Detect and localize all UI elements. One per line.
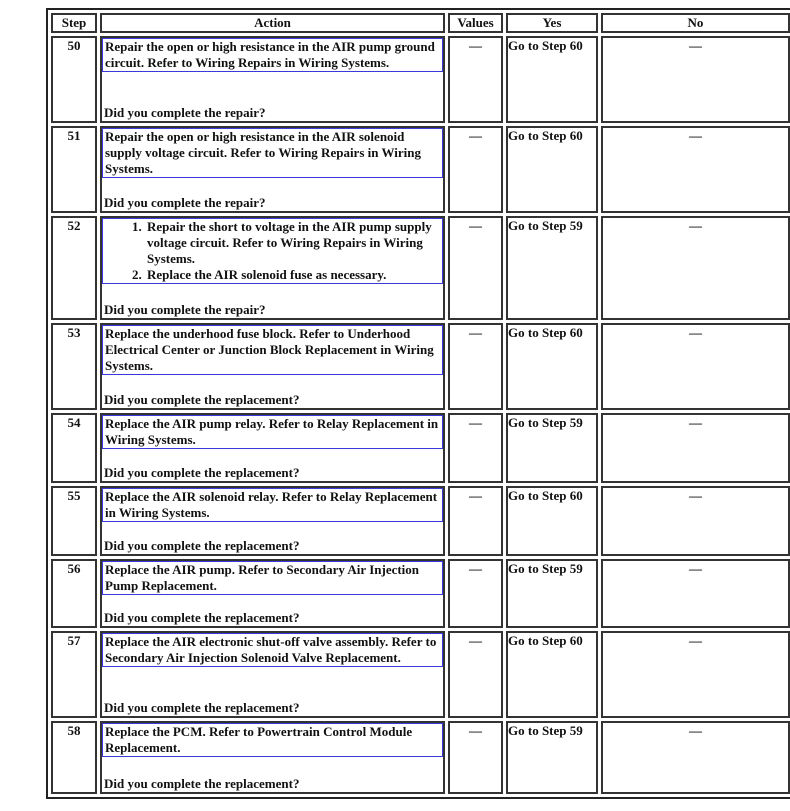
step-number: 55 — [51, 486, 97, 556]
action-cell — [100, 323, 445, 410]
yes-cell: Go to Step 60 — [506, 36, 598, 123]
values-cell: — — [448, 413, 503, 483]
question-text: Did you complete the replacement? — [104, 700, 300, 716]
yes-cell: Go to Step 59 — [506, 559, 598, 629]
table-row — [51, 631, 790, 718]
question-text: Did you complete the repair? — [104, 195, 266, 210]
table-row — [51, 486, 790, 556]
action-cell — [100, 486, 445, 556]
action-list-item: 1. Repair the short to voltage in the AIR pump supply voltage circuit. Refer to Wiring Repairs in Wiring Systems. — [145, 219, 442, 267]
yes-cell: Go to Step 60 — [506, 486, 598, 556]
action-cell — [100, 216, 445, 320]
table-row — [51, 323, 790, 410]
action-list-item: 2. Replace the AIR solenoid fuse as necessary. — [145, 267, 442, 283]
action-cell — [100, 36, 445, 123]
values-cell: — — [448, 126, 503, 213]
no-cell: — — [601, 126, 790, 213]
question-text: Did you complete the replacement? — [104, 392, 300, 408]
table-row — [51, 216, 790, 320]
step-number: 53 — [51, 323, 97, 410]
action-cell — [100, 721, 445, 794]
diagnostic-table — [46, 8, 790, 799]
action-text: Replace the AIR electronic shut-off valve assembly. Refer to Secondary Air Injection Solenoid Valve Replacement. — [102, 633, 443, 667]
step-number: 52 — [51, 216, 97, 320]
header-step: Step — [51, 13, 97, 33]
yes-cell: Go to Step 60 — [506, 126, 598, 213]
question-text: Did you complete the replacement? — [104, 776, 300, 791]
no-cell: — — [601, 36, 790, 123]
action-text: Replace the AIR solenoid relay. Refer to Relay Replacement in Wiring Systems. — [102, 488, 443, 522]
question-text: Did you complete the replacement? — [104, 465, 300, 481]
action-cell — [100, 413, 445, 483]
header-no: No — [601, 13, 790, 33]
values-cell: — — [448, 216, 503, 320]
no-cell: — — [601, 413, 790, 483]
table-row — [51, 36, 790, 123]
yes-cell: Go to Step 60 — [506, 631, 598, 718]
question-text: Did you complete the replacement? — [104, 610, 300, 626]
action-text: Replace the underhood fuse block. Refer to Underhood Electrical Center or Junction Block Replacement in Wiring Systems. — [102, 325, 443, 375]
table-row — [51, 559, 790, 629]
header-values: Values — [448, 13, 503, 33]
table-row — [51, 126, 790, 213]
header-action: Action — [100, 13, 445, 33]
action-text: Replace the PCM. Refer to Powertrain Control Module Replacement. — [102, 723, 443, 757]
no-cell: — — [601, 323, 790, 410]
values-cell: — — [448, 486, 503, 556]
step-number: 56 — [51, 559, 97, 629]
values-cell: — — [448, 559, 503, 629]
action-text: Repair the open or high resistance in the AIR solenoid supply voltage circuit. Refer to Wiring Repairs in Wiring Systems. — [102, 128, 443, 178]
action-cell — [100, 126, 445, 213]
yes-cell: Go to Step 59 — [506, 721, 598, 794]
values-cell: — — [448, 631, 503, 718]
no-cell: — — [601, 631, 790, 718]
question-text: Did you complete the repair? — [104, 105, 266, 120]
action-text: Repair the open or high resistance in the AIR pump ground circuit. Refer to Wiring Repairs in Wiring Systems. — [102, 38, 443, 72]
step-number: 58 — [51, 721, 97, 794]
header-row — [51, 13, 790, 33]
header-yes: Yes — [506, 13, 598, 33]
step-number: 51 — [51, 126, 97, 213]
no-cell: — — [601, 486, 790, 556]
table-row — [51, 721, 790, 794]
step-number: 57 — [51, 631, 97, 718]
values-cell: — — [448, 721, 503, 794]
action-text: Replace the AIR pump. Refer to Secondary Air Injection Pump Replacement. — [102, 561, 443, 595]
step-number: 50 — [51, 36, 97, 123]
action-cell — [100, 559, 445, 629]
no-cell: — — [601, 721, 790, 794]
action-text: Replace the AIR pump relay. Refer to Relay Replacement in Wiring Systems. — [102, 415, 443, 449]
values-cell: — — [448, 323, 503, 410]
yes-cell: Go to Step 60 — [506, 323, 598, 410]
question-text: Did you complete the replacement? — [104, 537, 300, 553]
yes-cell: Go to Step 59 — [506, 413, 598, 483]
action-list — [102, 218, 443, 284]
values-cell: — — [448, 36, 503, 123]
action-cell — [100, 631, 445, 718]
yes-cell: Go to Step 59 — [506, 216, 598, 320]
question-text: Did you complete the repair? — [104, 302, 266, 318]
no-cell: — — [601, 216, 790, 320]
no-cell: — — [601, 559, 790, 629]
table-row — [51, 413, 790, 483]
step-number: 54 — [51, 413, 97, 483]
